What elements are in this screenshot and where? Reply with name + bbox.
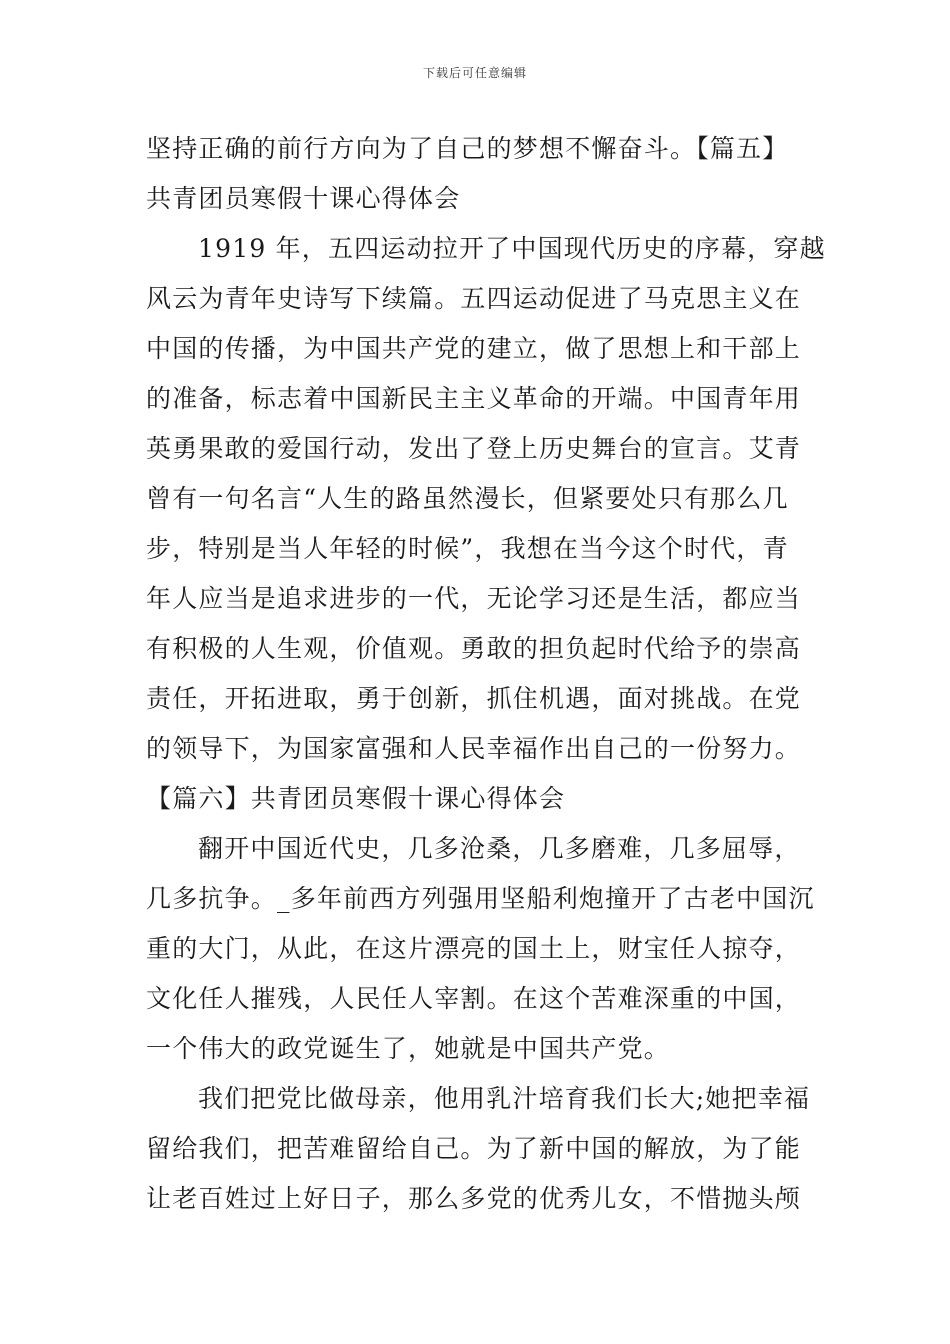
text-line: 的领导下，为国家富强和人民幸福作出自己的一份努力。 [146, 734, 802, 763]
text-line: 中国的传播，为中国共产党的建立，做了思想上和干部上 [146, 334, 802, 363]
text-line: 曾有一句名言“人生的路虽然漫长，但紧要处只有那么几 [146, 484, 789, 513]
text-line: 坚持正确的前行方向为了自己的梦想不懈奋斗。【篇五】 [146, 134, 789, 163]
text-line: 几多抗争。_多年前西方列强用坚船利炮撞开了古老中国沉 [146, 884, 815, 913]
text-line: 英勇果敢的爱国行动，发出了登上历史舞台的宣言。艾青 [146, 434, 802, 463]
section-heading: 【篇六】共青团员寒假十课心得体会 [146, 784, 566, 813]
text-line: 有积极的人生观，价值观。勇敢的担负起时代给予的崇高 [146, 634, 802, 663]
document-body [146, 124, 826, 1224]
text-line: 共青团员寒假十课心得体会 [146, 184, 461, 213]
text-line: 风云为青年史诗写下续篇。五四运动促进了马克思主义在 [146, 284, 802, 313]
text-line: 步，特别是当人年轻的时候”，我想在当今这个时代，青 [146, 534, 789, 563]
page-header-note: 下载后可任意编辑 [422, 66, 527, 80]
text-line: 文化任人摧残，人民任人宰割。在这个苦难深重的中国， [146, 984, 802, 1013]
text-line: 留给我们，把苦难留给自己。为了新中国的解放，为了能 [146, 1134, 802, 1163]
text-line: 一个伟大的政党诞生了，她就是中国共产党。 [146, 1034, 671, 1063]
text-line: 我们把党比做母亲，他用乳汁培育我们长大;她把幸福 [198, 1084, 811, 1113]
text-line: 重的大门，从此，在这片漂亮的国土上，财宝任人掠夺， [146, 934, 802, 963]
text-line: 翻开中国近代史，几多沧桑，几多磨难，几多屈辱， [198, 834, 801, 863]
text-line: 责任，开拓进取，勇于创新，抓住机遇，面对挑战。在党 [146, 684, 802, 713]
text-line: 年人应当是追求进步的一代，无论学习还是生活，都应当 [146, 584, 802, 613]
text-line: 的准备，标志着中国新民主主义革命的开端。中国青年用 [146, 384, 802, 413]
text-line: 让老百姓过上好日子，那么多党的优秀儿女，不惜抛头颅 [146, 1184, 802, 1213]
text-line: 1919 年，五四运动拉开了中国现代历史的序幕，穿越 [198, 234, 826, 263]
